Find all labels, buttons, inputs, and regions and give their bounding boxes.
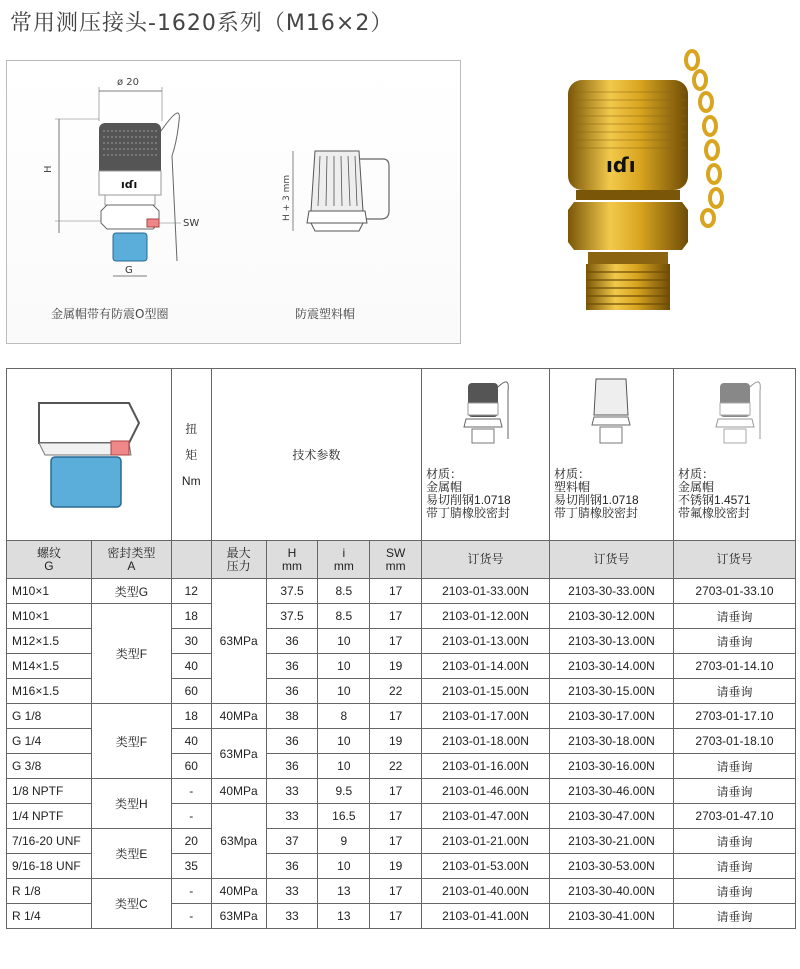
table-cell: 63MPa <box>211 904 266 929</box>
tech-params-header: 技术参数 <box>211 369 421 541</box>
table-cell: 63MPa <box>211 729 266 779</box>
table-cell: 2103-01-18.00N <box>422 729 550 754</box>
table-cell: 2103-30-46.00N <box>549 779 673 804</box>
table-cell: 请垂询 <box>673 604 795 629</box>
table-cell: 请垂询 <box>673 629 795 654</box>
table-cell: 7/16-20 UNF <box>7 829 92 854</box>
table-cell: 请垂询 <box>673 904 795 929</box>
table-cell: 37.5 <box>266 604 318 629</box>
table-cell: 37.5 <box>266 579 318 604</box>
table-cell: 12 <box>171 579 211 604</box>
stainless-cap-icon <box>674 369 794 465</box>
table-row <box>7 579 796 604</box>
table-cell: 2103-30-17.00N <box>549 704 673 729</box>
table-cell: 2703-01-18.10 <box>673 729 795 754</box>
table-cell: 2103-30-14.00N <box>549 654 673 679</box>
dim-h-label: H <box>43 165 54 173</box>
table-cell: 2103-01-47.00N <box>422 804 550 829</box>
table-cell: 2103-30-12.00N <box>549 604 673 629</box>
table-cell: 18 <box>171 604 211 629</box>
table-cell: 8 <box>318 704 370 729</box>
table-cell: 请垂询 <box>673 854 795 879</box>
table-cell: 30 <box>171 629 211 654</box>
metal-cap-icon <box>422 369 542 465</box>
caption-metal-cap: 金属帽带有防震O型圈 <box>51 307 169 321</box>
table-cell: - <box>171 904 211 929</box>
table-cell: 类型H <box>91 779 171 829</box>
table-row <box>7 704 796 729</box>
table-row <box>7 779 796 804</box>
table-cell: M10×1 <box>7 604 92 629</box>
table-cell: 9/16-18 UNF <box>7 854 92 879</box>
table-cell: 9.5 <box>318 779 370 804</box>
table-cell: 2703-01-47.10 <box>673 804 795 829</box>
table-cell: 10 <box>318 679 370 704</box>
material-cell-3: 材质： 金属帽 不锈钢1.4571 带氟橡胶密封 <box>673 369 795 541</box>
table-cell: 8.5 <box>318 579 370 604</box>
table-cell: 10 <box>318 729 370 754</box>
page-title: 常用测压接头-1620系列（M16×2） <box>10 11 394 36</box>
col-order-2: 订货号 <box>549 541 673 579</box>
table-cell: 36 <box>266 729 318 754</box>
table-cell: 36 <box>266 679 318 704</box>
table-cell: 33 <box>266 779 318 804</box>
table-cell: 请垂询 <box>673 879 795 904</box>
table-cell: 10 <box>318 629 370 654</box>
table-cell: 17 <box>370 629 422 654</box>
table-cell: 请垂询 <box>673 779 795 804</box>
table-cell: 2103-30-18.00N <box>549 729 673 754</box>
table-cell: 2103-30-40.00N <box>549 879 673 904</box>
table-cell: 2103-30-21.00N <box>549 829 673 854</box>
material-cell-2: 材质： 塑料帽 易切削钢1.0718 带丁腈橡胶密封 <box>549 369 673 541</box>
table-cell: 17 <box>370 904 422 929</box>
product-photo <box>540 30 740 330</box>
table-cell: 请垂询 <box>673 829 795 854</box>
table-cell: M16×1.5 <box>7 679 92 704</box>
table-cell: M14×1.5 <box>7 654 92 679</box>
table-cell: 2103-30-33.00N <box>549 579 673 604</box>
technical-drawing-panel <box>6 60 461 344</box>
table-cell: 10 <box>318 654 370 679</box>
table-cell: R 1/4 <box>7 904 92 929</box>
table-cell: 17 <box>370 804 422 829</box>
table-cell: 2103-01-14.00N <box>422 654 550 679</box>
technical-drawing <box>7 61 460 343</box>
table-cell: 10 <box>318 854 370 879</box>
table-cell: 19 <box>370 729 422 754</box>
table-cell: 13 <box>318 904 370 929</box>
table-cell: 33 <box>266 804 318 829</box>
table-cell: 17 <box>370 604 422 629</box>
table-cell: 37 <box>266 829 318 854</box>
dim-h3-label: H + 3 mm <box>282 174 292 221</box>
table-cell: 38 <box>266 704 318 729</box>
table-cell: 1/8 NPTF <box>7 779 92 804</box>
svg-text:ıɗı: ıɗı <box>606 153 636 177</box>
table-cell: 类型F <box>91 704 171 779</box>
table-cell: 18 <box>171 704 211 729</box>
table-row <box>7 829 796 854</box>
table-cell: 17 <box>370 829 422 854</box>
table-cell: 请垂询 <box>673 679 795 704</box>
table-cell: 19 <box>370 654 422 679</box>
table-cell: 20 <box>171 829 211 854</box>
dim-diameter-label: ø 20 <box>117 77 140 88</box>
table-row <box>7 879 796 904</box>
table-cell: 2703-01-33.10 <box>673 579 795 604</box>
table-cell: G 1/8 <box>7 704 92 729</box>
torque-header: 扭 矩 Nm <box>171 369 211 541</box>
table-cell: 2703-01-14.10 <box>673 654 795 679</box>
table-cell: 22 <box>370 754 422 779</box>
spec-table <box>6 368 796 929</box>
table-cell: 36 <box>266 754 318 779</box>
table-cell: 22 <box>370 679 422 704</box>
table-cell: 2103-30-53.00N <box>549 854 673 879</box>
table-cell: 2103-01-13.00N <box>422 629 550 654</box>
table-cell: 2103-01-40.00N <box>422 879 550 904</box>
table-cell: 36 <box>266 654 318 679</box>
table-cell: 2103-30-47.00N <box>549 804 673 829</box>
table-cell: 2103-01-12.00N <box>422 604 550 629</box>
table-cell: 1/4 NPTF <box>7 804 92 829</box>
col-h: H mm <box>266 541 318 579</box>
table-cell: 36 <box>266 854 318 879</box>
plastic-cap-icon <box>550 369 670 465</box>
table-cell: 10 <box>318 754 370 779</box>
table-cell: 9 <box>318 829 370 854</box>
table-cell: M12×1.5 <box>7 629 92 654</box>
table-cell: 2703-01-17.10 <box>673 704 795 729</box>
table-cell: 8.5 <box>318 604 370 629</box>
col-i: i mm <box>318 541 370 579</box>
table-cell: 19 <box>370 854 422 879</box>
table-cell: 2103-01-33.00N <box>422 579 550 604</box>
table-row <box>7 604 796 629</box>
caption-plastic-cap: 防震塑料帽 <box>295 307 356 321</box>
table-cell: 60 <box>171 679 211 704</box>
dim-sw-label: SW <box>183 218 200 229</box>
table-cell: 60 <box>171 754 211 779</box>
svg-text:ıɗı: ıɗı <box>121 178 138 191</box>
table-cell: 40 <box>171 654 211 679</box>
table-cell: R 1/8 <box>7 879 92 904</box>
table-cell: 16.5 <box>318 804 370 829</box>
col-torque <box>171 541 211 579</box>
col-sw: SW mm <box>370 541 422 579</box>
table-cell: 63MPa <box>211 579 266 704</box>
table-cell: 2103-01-41.00N <box>422 904 550 929</box>
table-cell: 40 <box>171 729 211 754</box>
table-cell: 36 <box>266 629 318 654</box>
table-cell: - <box>171 779 211 804</box>
table-cell: 类型C <box>91 879 171 929</box>
table-cell: 40MPa <box>211 704 266 729</box>
table-cell: 类型F <box>91 604 171 704</box>
table-cell: 2103-01-46.00N <box>422 779 550 804</box>
table-cell: 33 <box>266 904 318 929</box>
table-cell: 2103-01-53.00N <box>422 854 550 879</box>
table-cell: 2103-01-17.00N <box>422 704 550 729</box>
table-cell: 33 <box>266 879 318 904</box>
table-cell: 35 <box>171 854 211 879</box>
col-thread: 螺纹 G <box>7 541 92 579</box>
col-order-1: 订货号 <box>422 541 550 579</box>
table-cell: G 1/4 <box>7 729 92 754</box>
table-cell: 2103-01-15.00N <box>422 679 550 704</box>
table-cell: 2103-30-16.00N <box>549 754 673 779</box>
fitting-diagram-cell <box>7 369 172 541</box>
table-cell: 63Mpa <box>211 804 266 879</box>
table-cell: 40MPa <box>211 779 266 804</box>
table-cell: - <box>171 804 211 829</box>
table-cell: G 3/8 <box>7 754 92 779</box>
table-cell: 17 <box>370 779 422 804</box>
table-cell: 17 <box>370 879 422 904</box>
table-cell: 40MPa <box>211 879 266 904</box>
table-cell: 17 <box>370 704 422 729</box>
table-cell: 2103-30-41.00N <box>549 904 673 929</box>
table-cell: - <box>171 879 211 904</box>
table-cell: M10×1 <box>7 579 92 604</box>
col-seal: 密封类型 A <box>91 541 171 579</box>
table-cell: 类型E <box>91 829 171 879</box>
table-cell: 2103-01-21.00N <box>422 829 550 854</box>
table-cell: 2103-30-15.00N <box>549 679 673 704</box>
col-order-3: 订货号 <box>673 541 795 579</box>
fitting-diagram <box>19 383 159 523</box>
table-cell: 2103-30-13.00N <box>549 629 673 654</box>
table-cell: 2103-01-16.00N <box>422 754 550 779</box>
table-cell: 类型G <box>91 579 171 604</box>
table-cell: 13 <box>318 879 370 904</box>
table-cell: 17 <box>370 579 422 604</box>
table-cell: 请垂询 <box>673 754 795 779</box>
col-pmax: 最大 压力 <box>211 541 266 579</box>
dim-g-label: G <box>125 265 133 276</box>
thread-section <box>113 233 147 261</box>
material-cell-1: 材质： 金属帽 易切削钢1.0718 带丁腈橡胶密封 <box>422 369 550 541</box>
